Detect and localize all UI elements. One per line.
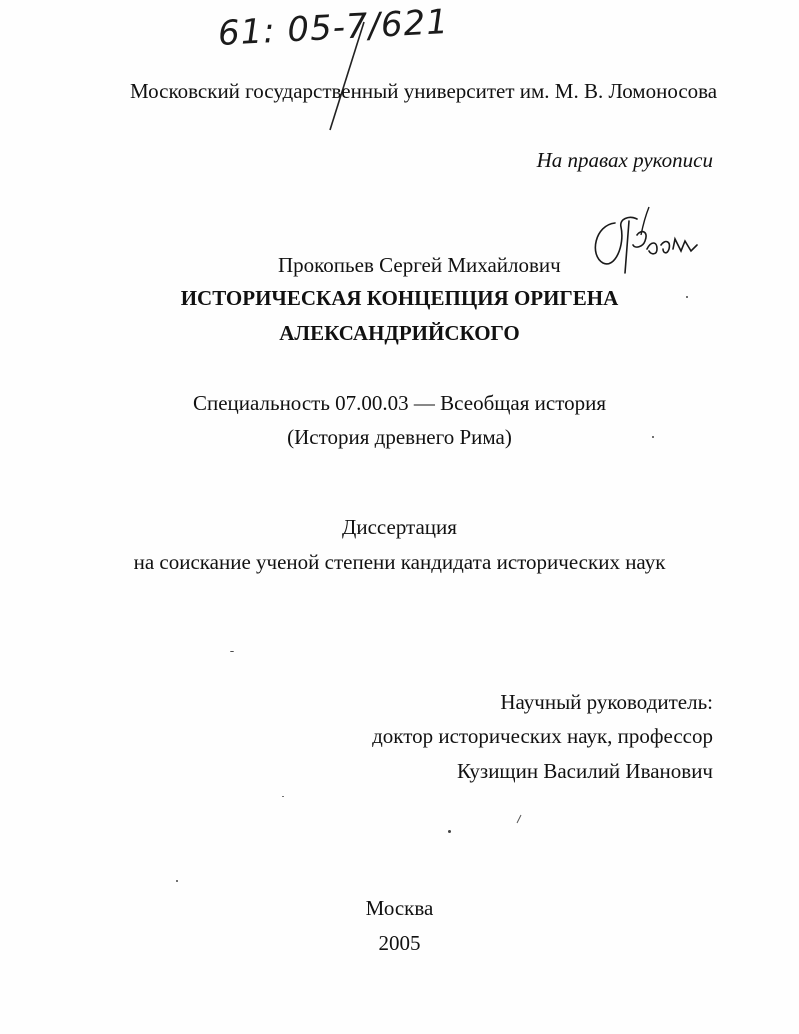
scan-speck <box>230 651 234 652</box>
scan-speck <box>282 796 284 797</box>
rights-note: На правах рукописи <box>536 148 713 172</box>
supervisor-degree: доктор исторических наук, профессор <box>372 724 713 748</box>
dissertation-title-line2: АЛЕКСАНДРИЙСКОГО <box>279 321 520 345</box>
archive-code: 61: 05-7/621 <box>216 1 450 54</box>
specialty-line2: (История древнего Рима) <box>287 425 512 449</box>
author-name: Прокопьев Сергей Михайлович <box>278 253 561 277</box>
city: Москва <box>365 896 434 920</box>
signature-icon <box>585 205 715 275</box>
scan-speck <box>448 830 451 833</box>
university-name: Московский государственный университет им. М. В. Ломоносова <box>130 79 718 103</box>
dissertation-title-line1: ИСТОРИЧЕСКАЯ КОНЦЕПЦИЯ ОРИГЕНА <box>180 286 619 310</box>
scan-speck <box>686 296 688 298</box>
scan-speck <box>516 814 522 824</box>
work-type-line1: Диссертация <box>342 515 457 539</box>
scan-speck <box>652 436 654 438</box>
work-type-line2: на соискание ученой степени кандидата исторических наук <box>133 550 666 574</box>
supervisor-name: Кузищин Василий Иванович <box>456 759 713 783</box>
supervisor-label: Научный руководитель: <box>500 690 713 714</box>
specialty-line1: Специальность 07.00.03 — Всеобщая история <box>192 391 607 415</box>
year: 2005 <box>378 931 421 955</box>
scan-speck <box>176 880 178 882</box>
